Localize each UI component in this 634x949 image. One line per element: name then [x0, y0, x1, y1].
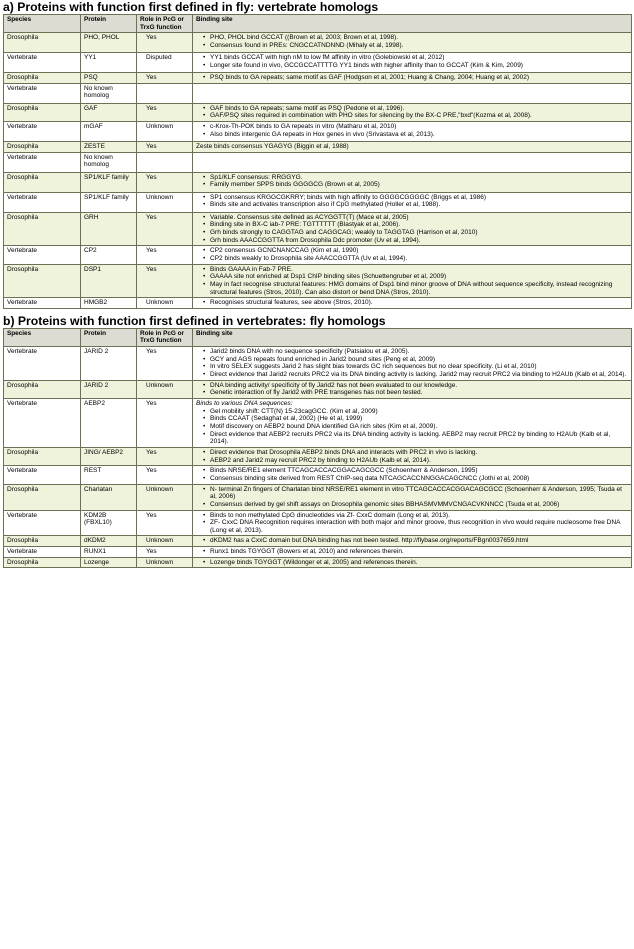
- protein-cell: Lozenge: [81, 557, 137, 568]
- protein-cell: CP2: [81, 246, 137, 264]
- binding-item: • In vitro SELEX suggests Jarid 2 has slight bias towards GC rich sequences but no clear specificity. (Li et al, 2010): [210, 363, 628, 371]
- role-cell: Yes: [137, 73, 193, 84]
- binding-item: • Motif discovery on AEBP2 bound DNA identified GA rich sites (Kim et al, 2009).: [210, 423, 628, 431]
- binding-list: [196, 348, 628, 379]
- binding-site-cell: [193, 466, 632, 484]
- protein-cell: JING/ AEBP2: [81, 447, 137, 465]
- species-cell: Vertebrate: [4, 347, 81, 381]
- binding-item: • SP1 consensus KRGGCGKRRY; binds with high affinity to GGGGCGGGGC (Briggs et al, 1986): [210, 194, 628, 202]
- species-cell: Vertebrate: [4, 298, 81, 309]
- binding-item: • GCY and AGS repeats found enriched in Jarid2 bound sites (Peng et al, 2009): [210, 356, 628, 364]
- binding-site-cell: [193, 347, 632, 381]
- species-cell: Vertebrate: [4, 398, 81, 447]
- protein-cell: RUNX1: [81, 547, 137, 558]
- protein-cell: GAF: [81, 103, 137, 121]
- binding-site-cell: [193, 510, 632, 536]
- role-cell: Yes: [137, 172, 193, 192]
- binding-site-cell: [193, 246, 632, 264]
- species-cell: Vertebrate: [4, 192, 81, 212]
- protein-cell: PSQ: [81, 73, 137, 84]
- header-role: Role in PcG or TrxG function: [137, 15, 193, 33]
- table-row: [4, 33, 632, 53]
- binding-site-cell: [193, 557, 632, 568]
- protein-cell: ZESTE: [81, 142, 137, 153]
- species-cell: Vertebrate: [4, 83, 81, 103]
- binding-item: • YY1 binds GCCAT with high nM to low fM affinity in vitro (Golebiowski et al, 2012): [210, 54, 628, 62]
- binding-site-cell: [193, 103, 632, 121]
- table-section-a: [3, 14, 632, 309]
- protein-cell: SP1/KLF family: [81, 172, 137, 192]
- role-cell: Unknown: [137, 122, 193, 142]
- table-section-b: [3, 328, 632, 569]
- binding-item: • Lozenge binds TGYGGT (Wildonger et al, 2005) and references therein.: [210, 559, 628, 567]
- binding-item: • Sp1/KLF consensus: RRGGYG.: [210, 174, 628, 182]
- protein-cell: SP1/KLF family: [81, 192, 137, 212]
- binding-site-cell: [193, 212, 632, 246]
- binding-site-cell: [193, 264, 632, 298]
- table-row: [4, 398, 632, 447]
- species-cell: Drosophila: [4, 557, 81, 568]
- table-row: [4, 264, 632, 298]
- protein-cell: HMGB2: [81, 298, 137, 309]
- binding-item: • GAF/PSQ sites required in combination with PHO sites for silencing by the BX-C PRE,"bxd"(Kozma et al, 2008).: [210, 112, 628, 120]
- table-row: [4, 510, 632, 536]
- binding-site-cell: [193, 380, 632, 398]
- role-cell: Yes: [137, 33, 193, 53]
- binding-list: [196, 174, 628, 189]
- table-row: [4, 380, 632, 398]
- protein-cell: YY1: [81, 53, 137, 73]
- binding-list: [196, 74, 628, 82]
- header-species: Species: [4, 328, 81, 346]
- binding-list: [196, 54, 628, 69]
- binding-list: [196, 34, 628, 49]
- binding-list: [196, 548, 628, 556]
- binding-item: • PHO, PHOL bind GCCAT ((Brown et al, 2003; Brown et al, 1998).: [210, 34, 628, 42]
- role-cell: Disputed: [137, 53, 193, 73]
- binding-site-cell: [193, 536, 632, 547]
- binding-note: Binds to various DNA sequences:: [196, 399, 293, 407]
- protein-cell: AEBP2: [81, 398, 137, 447]
- role-cell: Yes: [137, 246, 193, 264]
- binding-text: Zeste binds consensus YGAGYG (Biggin et al, 1988): [196, 143, 349, 151]
- table-row: [4, 466, 632, 484]
- binding-item: • N- terminal Zn fingers of Charlatan bind NRSE/RE1 element in vitro TTCAGCACCACGGACAGCGCC (Schoenherr & Anderson, 1995; Tsuda et al, 2006): [210, 486, 628, 501]
- table-row: [4, 484, 632, 510]
- table-row: [4, 172, 632, 192]
- species-cell: Drosophila: [4, 73, 81, 84]
- table-row: [4, 192, 632, 212]
- role-cell: Unknown: [137, 484, 193, 510]
- binding-list: [196, 266, 628, 297]
- table-row: [4, 212, 632, 246]
- binding-item: • Consensus found in PREs: CNGCCATNDNND (Mihaly et al, 1998).: [210, 42, 628, 50]
- protein-cell: KDM2B (FBXL10): [81, 510, 137, 536]
- table-row: [4, 547, 632, 558]
- species-cell: Drosophila: [4, 172, 81, 192]
- binding-item: • Grh binds strongly to CAGGTAG and CAGGCAG; weakly to TAGGTAG (Harrison et al, 2010): [210, 229, 628, 237]
- binding-site-cell: [193, 547, 632, 558]
- role-cell: Yes: [137, 264, 193, 298]
- binding-list: [196, 449, 628, 464]
- binding-list: [196, 214, 628, 245]
- binding-site-cell: [193, 192, 632, 212]
- binding-item: • Variable. Consensus site defined as ACYGGTT(T) (Mace et al, 2005): [210, 214, 628, 222]
- binding-list: [196, 299, 628, 307]
- species-cell: Drosophila: [4, 380, 81, 398]
- table-row: [4, 122, 632, 142]
- table-row: [4, 53, 632, 73]
- binding-list: [196, 537, 628, 545]
- binding-item: • Consensus binding site derived from REST ChIP-seq data NTCAGCACCNNGGACAGCNCC (Jothi et al, 2008): [210, 475, 628, 483]
- role-cell: Yes: [137, 103, 193, 121]
- species-cell: Vertebrate: [4, 466, 81, 484]
- species-cell: Vertebrate: [4, 510, 81, 536]
- binding-site-cell: [193, 53, 632, 73]
- binding-list: [196, 559, 628, 567]
- binding-site-cell: [193, 172, 632, 192]
- table-row: [4, 536, 632, 547]
- role-cell: Unknown: [137, 298, 193, 309]
- binding-item: • dKDM2 has a CxxC domain but DNA binding has not been tested. http://flybase.org/reports/FBgn0037659.html: [210, 537, 628, 545]
- table-row: [4, 73, 632, 84]
- binding-site-cell: [193, 152, 632, 172]
- header-binding-site: Binding site: [193, 328, 632, 346]
- species-cell: Drosophila: [4, 33, 81, 53]
- species-cell: Drosophila: [4, 447, 81, 465]
- protein-cell: REST: [81, 466, 137, 484]
- role-cell: [137, 152, 193, 172]
- binding-item: • Longer site found in vivo, GCCGCCATTTTG YY1 binds with higher affinity than to GCCAT (Kim & Kim, 2009): [210, 62, 628, 70]
- table-row: [4, 447, 632, 465]
- binding-list: [196, 408, 628, 446]
- section-b-title: b) Proteins with function first defined in vertebrates: fly homologs: [3, 313, 386, 328]
- protein-cell: No known homolog: [81, 83, 137, 103]
- protein-cell: No known homolog: [81, 152, 137, 172]
- binding-item: • GAAAA site not enriched at Dsp1 ChIP binding sites (Schuettengruber et al, 2009): [210, 273, 628, 281]
- binding-list: [196, 123, 628, 138]
- binding-site-cell: [193, 484, 632, 510]
- table-row: [4, 142, 632, 153]
- binding-list: [196, 486, 628, 509]
- binding-list: [196, 194, 628, 209]
- role-cell: Yes: [137, 510, 193, 536]
- protein-cell: DSP1: [81, 264, 137, 298]
- species-cell: Vertebrate: [4, 53, 81, 73]
- binding-item: • Jarid2 binds DNA with no sequence specificity (Patsialou et al, 2005).: [210, 348, 628, 356]
- binding-item: • Grh binds AAACCGGTTA from Drosophila Ddc promoter (Uv et al, 1994).: [210, 237, 628, 245]
- binding-item: • Binds to non methylated CpG dinucleotides via Zf- CxxC domain (Long et al, 2013).: [210, 512, 628, 520]
- binding-item: • CP2 binds weakly to Drosophila site AAACCGGTTA (Uv et al, 1994).: [210, 255, 628, 263]
- protein-cell: PHO, PHOL: [81, 33, 137, 53]
- binding-item: • Direct evidence that Jarid2 recruits PRC2 via its DNA binding activity is lacking. Jarid2 may recruit PRC2 via binding to H2AUb (Kalb et al, 2014).: [210, 371, 628, 379]
- role-cell: Yes: [137, 447, 193, 465]
- binding-item: • CP2 consensus GCNCNANCCAG (Kim et al, 1990): [210, 247, 628, 255]
- binding-item: • Direct evidence that AEBP2 recruits PRC2 via its DNA binding activity is lacking. AEBP2 may recruit PRC2 by binding to H2AUb (Kalb et al, 2014).: [210, 431, 628, 446]
- binding-item: • ZF- CxxC DNA Recognition requires interaction with both major and minor groove, thus recognition in vivo would require nucleosome free DNA (Long et al, 2013).: [210, 519, 628, 534]
- binding-item: • Consensus derived by gel shift assays on Drosophila genomic sites BBHASMVMMVCNGACVKNNCC (Tsuda et al, 2006): [210, 501, 628, 509]
- binding-list: [196, 247, 628, 262]
- header-protein: Protein: [81, 15, 137, 33]
- table-row: [4, 298, 632, 309]
- species-cell: Drosophila: [4, 484, 81, 510]
- binding-item: • Direct evidence that Drosophila AEBP2 binds DNA and interacts with PRC2 in vivo is lacking.: [210, 449, 628, 457]
- binding-item: • Runx1 binds TGYGGT (Bowers et al, 2010) and references therein.: [210, 548, 628, 556]
- table-row: [4, 83, 632, 103]
- species-cell: Drosophila: [4, 536, 81, 547]
- binding-list: [196, 512, 628, 535]
- binding-item: • May in fact recognise structural features: HMG domains of Dsp1 bind minor groove of DNA without sequence specificity, instead recognizing structural features (Stros, 2010). Can also distort or bend DNA (Stros, 2010).: [210, 281, 628, 296]
- role-cell: Yes: [137, 212, 193, 246]
- species-cell: Drosophila: [4, 212, 81, 246]
- binding-site-cell: [193, 298, 632, 309]
- species-cell: Vertebrate: [4, 246, 81, 264]
- protein-cell: JARID 2: [81, 380, 137, 398]
- role-cell: Unknown: [137, 557, 193, 568]
- binding-item: • PSQ binds to GA repeats; same motif as GAF (Hodgson et al, 2001; Huang & Chang, 2004; Huang et al, 2002): [210, 74, 628, 82]
- role-cell: Yes: [137, 398, 193, 447]
- table-row: [4, 246, 632, 264]
- binding-list: [196, 467, 628, 482]
- role-cell: Yes: [137, 466, 193, 484]
- section-a-title: a) Proteins with function first defined in fly: vertebrate homologs: [3, 0, 379, 14]
- species-cell: Vertebrate: [4, 122, 81, 142]
- binding-item: • Genetic interaction of fly Jarid2 with PRE transgenes has not been tested.: [210, 389, 628, 397]
- binding-list: [196, 382, 628, 397]
- protein-cell: Charlatan: [81, 484, 137, 510]
- table-header-row: [4, 328, 632, 346]
- header-binding-site: Binding site: [193, 15, 632, 33]
- binding-item: • Binding site in BX-C iab-7 PRE: TGTTTTTT (Blastyak et al, 2006).: [210, 221, 628, 229]
- binding-site-cell: [193, 33, 632, 53]
- role-cell: [137, 83, 193, 103]
- binding-item: • Also binds intergenic GA repeats in Hox genes in vivo (Srivastava et al, 2013).: [210, 131, 628, 139]
- binding-item: • Binds GAAAA in Fab-7 PRE.: [210, 266, 628, 274]
- role-cell: Unknown: [137, 192, 193, 212]
- table-row: [4, 152, 632, 172]
- binding-site-cell: [193, 398, 632, 447]
- page: [3, 0, 631, 568]
- protein-cell: JARID 2: [81, 347, 137, 381]
- role-cell: Yes: [137, 547, 193, 558]
- species-cell: Drosophila: [4, 103, 81, 121]
- binding-list: [196, 105, 628, 120]
- species-cell: Drosophila: [4, 142, 81, 153]
- header-role: Role in PcG or TrxG function: [137, 328, 193, 346]
- role-cell: Unknown: [137, 536, 193, 547]
- role-cell: Yes: [137, 347, 193, 381]
- role-cell: Unknown: [137, 380, 193, 398]
- header-species: Species: [4, 15, 81, 33]
- table-row: [4, 347, 632, 381]
- table-header-row: [4, 15, 632, 33]
- binding-site-cell: [193, 83, 632, 103]
- binding-item: • Recognises structural features, see above (Stros, 2010).: [210, 299, 628, 307]
- header-protein: Protein: [81, 328, 137, 346]
- protein-cell: mGAF: [81, 122, 137, 142]
- binding-site-cell: [193, 142, 632, 153]
- species-cell: Vertebrate: [4, 152, 81, 172]
- protein-cell: dKDM2: [81, 536, 137, 547]
- binding-item: • GAF binds to GA repeats; same motif as PSQ (Pedone et al, 1996).: [210, 105, 628, 113]
- role-cell: Yes: [137, 142, 193, 153]
- binding-item: • Binds CCAAT (Sedaghat et al, 2002) (He et al, 1999): [210, 415, 628, 423]
- binding-item: • DNA binding activity/ specificity of fly Jarid2 has not been evaluated to our knowledge.: [210, 382, 628, 390]
- binding-site-cell: [193, 73, 632, 84]
- binding-item: • AEBP2 and Jarid2 may recruit PRC2 by binding to H2AUb (Kalb et al, 2014).: [210, 457, 628, 465]
- binding-item: • Binds site and activates transcription also if CpG methylated (Holler et al, 1988).: [210, 201, 628, 209]
- binding-item: • Binds NRSE/RE1 element TTCAGCACCACGGACAGCGCC (Schoenherr & Anderson, 1995): [210, 467, 628, 475]
- table-row: [4, 103, 632, 121]
- binding-item: • c-Krox-Th-POK binds to GA repeats in vitro (Matharu et al, 2010): [210, 123, 628, 131]
- binding-site-cell: [193, 122, 632, 142]
- binding-site-cell: [193, 447, 632, 465]
- species-cell: Drosophila: [4, 264, 81, 298]
- binding-item: • Family member SPPS binds GGGGCG (Brown et al, 2005): [210, 181, 628, 189]
- table-row: [4, 557, 632, 568]
- protein-cell: GRH: [81, 212, 137, 246]
- binding-item: • Gel mobility shift: CTT(N) 15-23cagGCC. (Kim et al, 2009): [210, 408, 628, 416]
- species-cell: Vertebrate: [4, 547, 81, 558]
